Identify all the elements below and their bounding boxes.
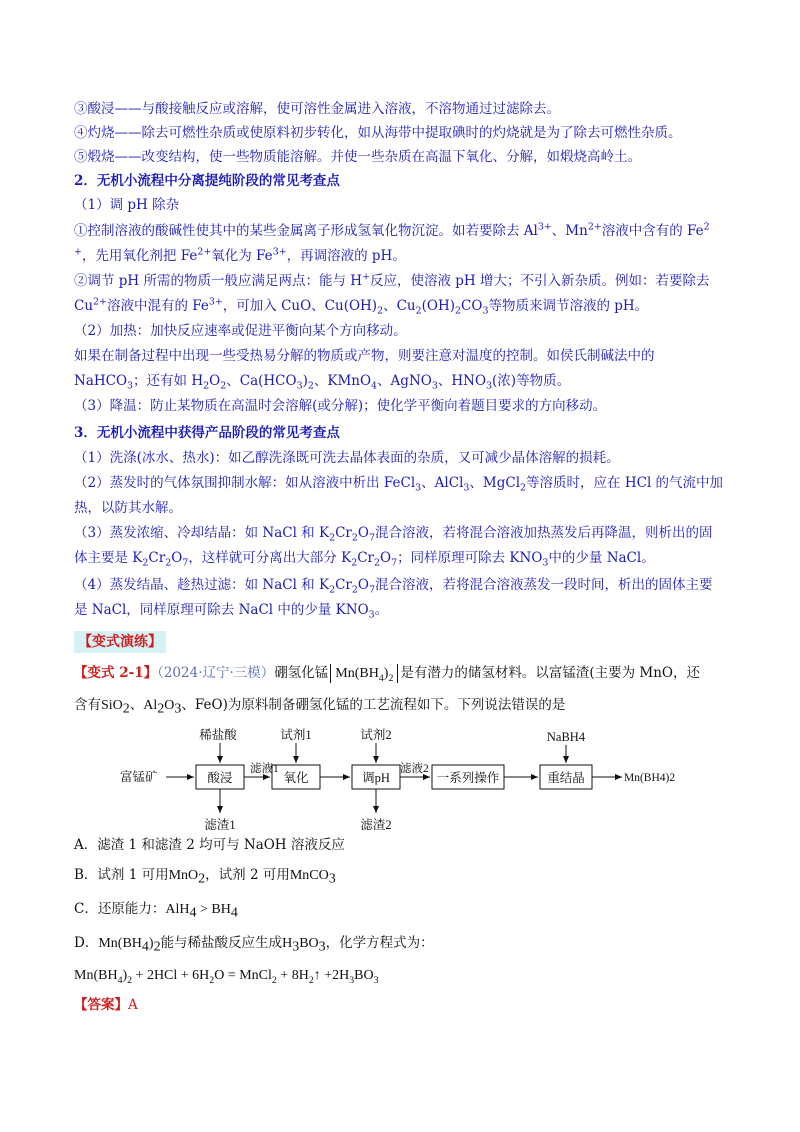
- box-adjust-ph-label: 调pH: [362, 771, 390, 785]
- option-a: A．滤渣 1 和滤渣 2 均可与 NaOH 溶液反应: [74, 837, 345, 853]
- question-line1: 【变式 2-1】（2024·辽宁·三模）硼氢化锰 $Mn(BH_4)_2$ 是有潜力的储氢材料。以富锰渣(主要为 MnO，还: [74, 665, 700, 684]
- section2-p2-line2: $Cu^{2+}$溶液中混有的 $Fe^{3+}$，可加入 CuO、$Cu(OH)_2$、$Cu_2(OH)_2CO_3$等物质来调节溶液的 pH。: [74, 296, 649, 317]
- item-acid-leach: ③酸浸——与酸接触反应或溶解，使可溶性金属进入溶液，不溶物通过过滤除去。: [74, 101, 560, 117]
- section3-s2b: 热，以防其水解。: [74, 500, 182, 516]
- option-b: B．试剂 1 可用MnO$_2$，试剂 2 可用MnCO$_3$: [74, 867, 336, 887]
- question-source: （2024·辽宁·三模）: [157, 665, 275, 681]
- reagent-hcl: 稀盐酸: [199, 728, 237, 742]
- section2-p1-line1: ①控制溶液的酸碱性使其中的某些金属离子形成氢氧化物沉淀。如若要除去 $Al^{3+}$、$Mn^{2+}$溶液中含有的 Fe$^2$: [74, 221, 710, 239]
- reagent-nabh4: NaBH4: [546, 730, 586, 744]
- flow-product: Mn(BH4)2: [624, 772, 676, 784]
- section2-p3: 如果在制备过程中出现一些受热易分解的物质或产物，则要注意对温度的控制。如侯氏制碱法中的: [74, 348, 655, 364]
- question-line2: 含有SiO$_2$、$Al_2O_3$、FeO)为原料制备硼氢化锰的工艺流程如下。下列说法错误的是: [74, 697, 566, 717]
- option-d: D．$Mn(BH_4)_2$能与稀盐酸反应生成$H_3BO_3$，化学方程式为：: [74, 935, 434, 955]
- section3-s3: （3）蒸发浓缩、冷却结晶：如 NaCl 和 $K_2Cr_2O_7$混合溶液，若将混合溶液加热蒸发后再降温，则析出的固: [74, 525, 713, 544]
- answer-label: 【答案】: [74, 997, 128, 1013]
- item-burning: ④灼烧——除去可燃性杂质或使原料初步转化，如从海带中提取碘时的灼烧就是为了除去可燃性杂质。: [74, 125, 682, 141]
- flow-start: 富锰矿: [120, 770, 158, 784]
- box-acid-leach-label: 酸浸: [207, 771, 233, 785]
- section2-sub2: （2）加热：加快反应速率或促进平衡向某个方向移动。: [74, 323, 407, 339]
- formula-mnbh4: $Mn(BH_4)_2$: [330, 664, 398, 683]
- residue1-label: 滤渣1: [204, 818, 236, 832]
- reagent2-label: 试剂2: [360, 728, 392, 742]
- section3-s2: （2）蒸发时的气体氛围抑制水解：如从溶液中析出 FeCl$_3$、AlCl$_3$、MgCl$_2$等溶质时，应在 HCl 的气流中加: [74, 475, 724, 494]
- section2-sub1: （1）调 pH 除杂: [74, 197, 180, 213]
- process-flow-diagram: [118, 727, 698, 837]
- option-c: C．还原能力：$AlH_4 > BH_4$: [74, 901, 238, 921]
- box-series-ops-label: 一系列操作: [436, 771, 500, 785]
- filtrate2-label: 滤液2: [400, 763, 429, 775]
- answer-value: A: [128, 997, 138, 1013]
- question-label: 【变式 2-1】: [74, 665, 158, 681]
- residue2-label: 滤渣2: [360, 818, 392, 832]
- section2-p1-line2: +，先用氧化剂把 $Fe^{2+}$氧化为 $Fe^{3+}$，再调溶液的 pH。: [74, 246, 406, 264]
- answer-line: [74, 996, 734, 1015]
- section3-s4: （4）蒸发结晶、趁热过滤：如 NaCl 和 $K_2Cr_2O_7$混合溶液，若将混合溶液蒸发一段时间，析出的固体主要: [74, 577, 713, 596]
- section2-p4: NaHCO$_3$；还有如 $H_2O_2$、$Ca(HCO_3)_2$、KMnO$_4$、AgNO$_3$、$HNO_3$(浓)等物质。: [74, 373, 571, 392]
- section3-s1: （1）洗涤(冰水、热水)：如乙醇洗涤既可洗去晶体表面的杂质，又可减少晶体溶解的损耗。: [74, 450, 620, 466]
- option-d-equation: $Mn(BH_4)_2 + 2HCl + 6H_2O$ = MnCl$_2$ + $8H_2↑ +2H_3BO_3$: [74, 968, 379, 986]
- section3-heading: 3．无机小流程中获得产品阶段的常见考查点: [74, 425, 340, 441]
- box-oxidation-label: 氧化: [283, 771, 309, 785]
- section2-heading: 2．无机小流程中分离提纯阶段的常见考查点: [74, 173, 340, 189]
- practice-banner: 【变式演练】: [74, 631, 166, 653]
- reagent1-label: 试剂1: [280, 728, 312, 742]
- section2-p2-line1: ②调节 pH 所需的物质一般应满足两点：能与 H+反应，使溶液 pH 增大；不引入新杂质。例如：若要除去: [74, 271, 710, 289]
- section3-s4b: 是 NaCl，同样原理可除去 NaCl 中的少量 $KNO_3$。: [74, 602, 389, 621]
- box-recrystallize-label: 重结晶: [547, 771, 585, 785]
- section2-sub3: （3）降温：防止某物质在高温时会溶解(或分解)；使化学平衡向着题目要求的方向移动。: [74, 398, 607, 414]
- filtrate1-label: 滤液1: [250, 763, 279, 775]
- item-calcining: ⑤煅烧——改变结构，使一些物质能溶解。并使一些杂质在高温下氧化、分解，如煅烧高岭土。: [74, 149, 641, 165]
- section3-s3b: 体主要是 $K_2Cr_2O_7$，这样就可分离出大部分 $K_2Cr_2O_7$；同样原理可除去 $KNO_3$中的少量 NaCl。: [74, 550, 655, 569]
